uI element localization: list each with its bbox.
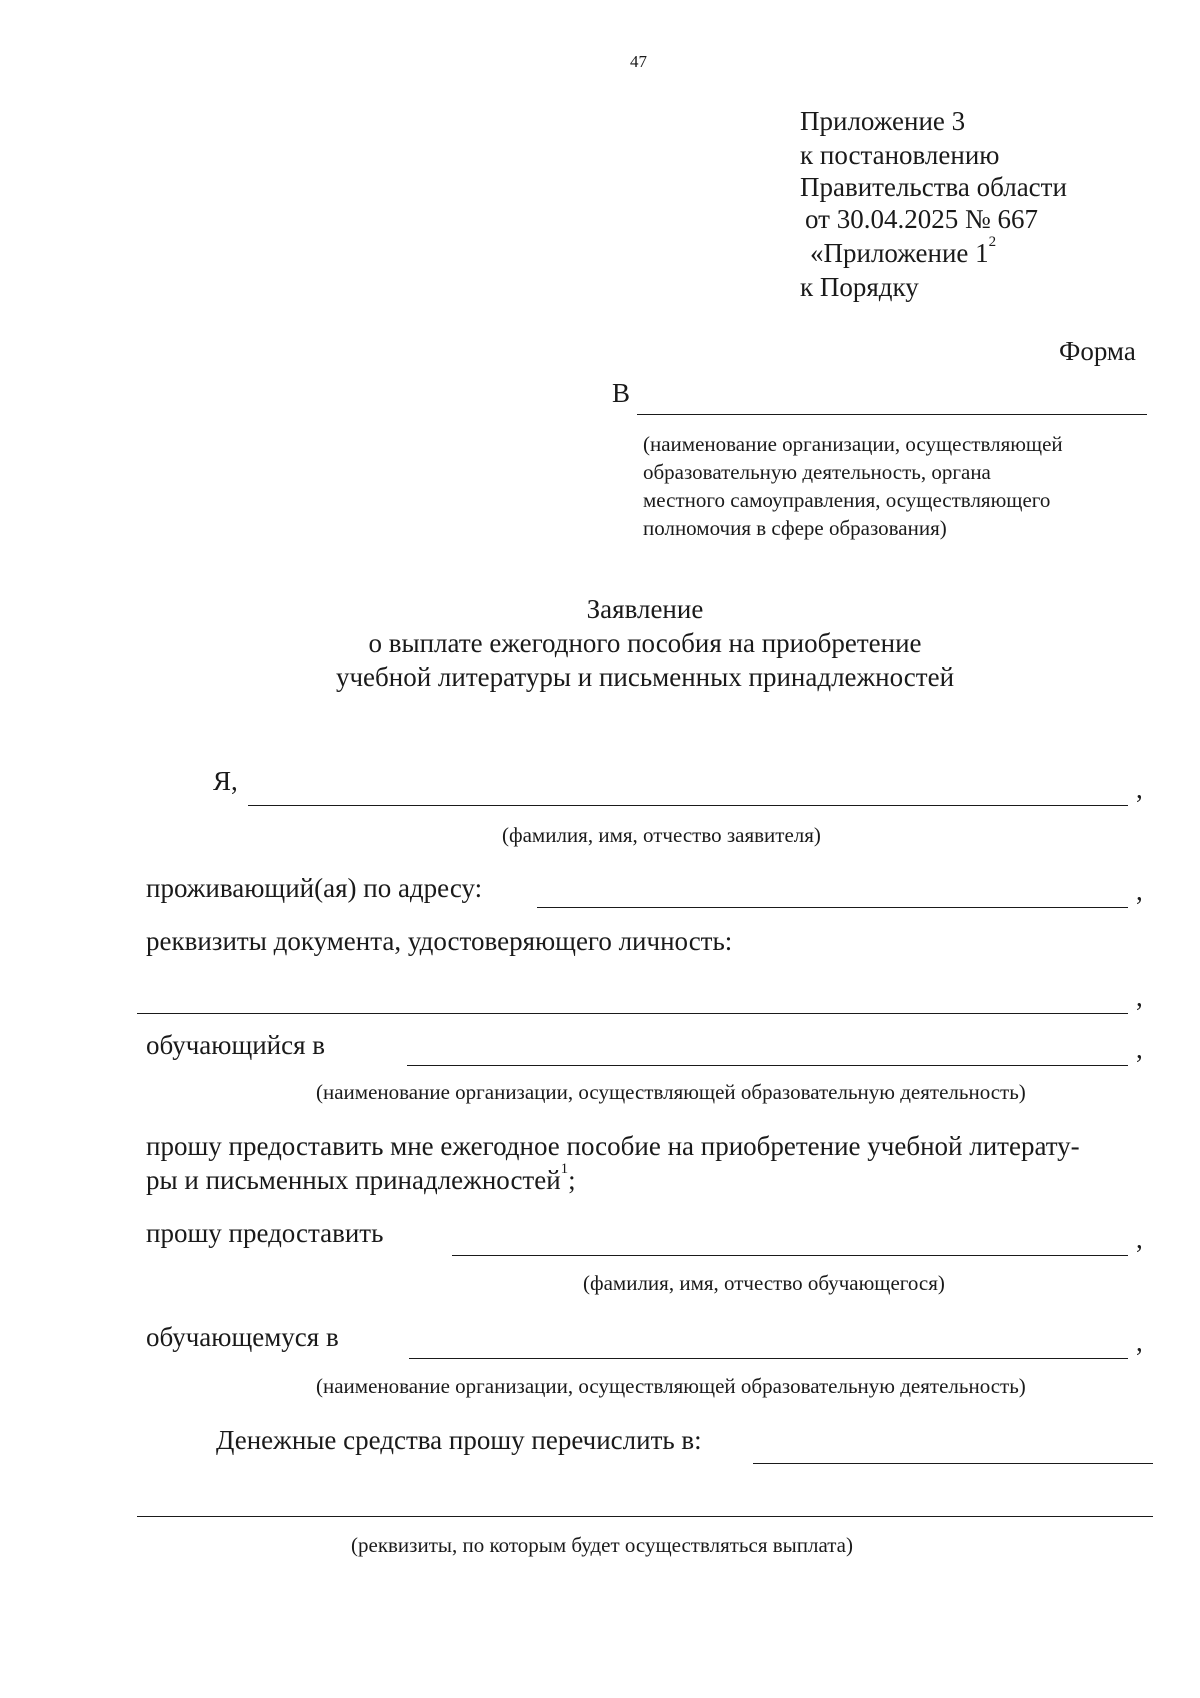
header-line-6: к Порядку (800, 272, 919, 302)
transfer-caption: (реквизиты, по которым будет осуществляться выплата) (351, 1533, 853, 1557)
page-number: 47 (630, 52, 647, 71)
addressee-prefix: В (612, 378, 631, 408)
addressee-caption-line-1: (наименование организации, осуществляющей (643, 432, 1063, 456)
studying-at-comma: , (1136, 1034, 1143, 1064)
addressee-caption-line-4: полномочия в сфере образования) (643, 516, 947, 540)
applicant-caption: (фамилия, имя, отчество заявителя) (502, 823, 821, 847)
identity-doc-line[interactable] (137, 1013, 1128, 1014)
header-line-2: к постановлению (800, 140, 1000, 170)
footnote-marker: 1 (560, 1161, 569, 1177)
transfer-line[interactable] (753, 1463, 1153, 1464)
addressee-line[interactable] (637, 414, 1147, 415)
address-comma: , (1136, 876, 1143, 906)
addressee-caption-line-2: образовательную деятельность, органа (643, 460, 991, 484)
title-line-1: Заявление (586, 594, 704, 624)
addressee-caption-line-3: местного самоуправления, осуществляющего (643, 488, 1051, 512)
studying-at-label: обучающийся в (146, 1030, 326, 1060)
applicant-comma: , (1136, 774, 1143, 804)
student-org-line[interactable] (409, 1358, 1128, 1359)
request-line-1: прошу предоставить мне ежегодное пособие на приобретение учебной литерату- (146, 1131, 1080, 1161)
identity-doc-comma: , (1136, 982, 1143, 1012)
header-line-3: Правительства области (800, 172, 1067, 202)
studying-at-caption: (наименование организации, осуществляющей образовательную деятельность) (316, 1080, 1026, 1104)
address-line[interactable] (537, 907, 1128, 908)
bank-details-line[interactable] (137, 1516, 1153, 1517)
header-line-1: Приложение 3 (800, 106, 966, 136)
header-line-4: от 30.04.2025 № 667 (805, 204, 1038, 234)
student-name-line[interactable] (452, 1255, 1128, 1256)
appendix-superscript: 2 (988, 234, 997, 250)
student-org-caption: (наименование организации, осуществляющей образовательную деятельность) (316, 1374, 1026, 1398)
request-line-2 (146, 1161, 576, 1196)
provide-to-caption: (фамилия, имя, отчество обучающегося) (583, 1271, 945, 1295)
title-line-3: учебной литературы и письменных принадлежностей (335, 662, 955, 692)
student-org-comma: , (1136, 1327, 1143, 1357)
request-line-2-end: ; (568, 1165, 576, 1195)
studying-at-line[interactable] (407, 1065, 1128, 1066)
header-line-5 (810, 234, 997, 269)
transfer-label: Денежные средства прошу перечислить в: (216, 1425, 702, 1455)
request-line-2-text: ры и письменных принадлежностей (146, 1165, 561, 1195)
applicant-name-line[interactable] (248, 805, 1128, 806)
form-label: Форма (1059, 336, 1136, 366)
provide-to-comma: , (1136, 1224, 1143, 1254)
student-org-label: обучающемуся в (146, 1322, 339, 1352)
address-label: проживающий(ая) по адресу: (146, 873, 483, 903)
identity-doc-label: реквизиты документа, удостоверяющего личность: (146, 926, 733, 956)
title-line-2: о выплате ежегодного пособия на приобретение (368, 628, 922, 658)
appendix-reference: «Приложение 1 (810, 238, 989, 268)
applicant-label: Я, (213, 766, 238, 796)
provide-to-label: прошу предоставить (146, 1218, 384, 1248)
